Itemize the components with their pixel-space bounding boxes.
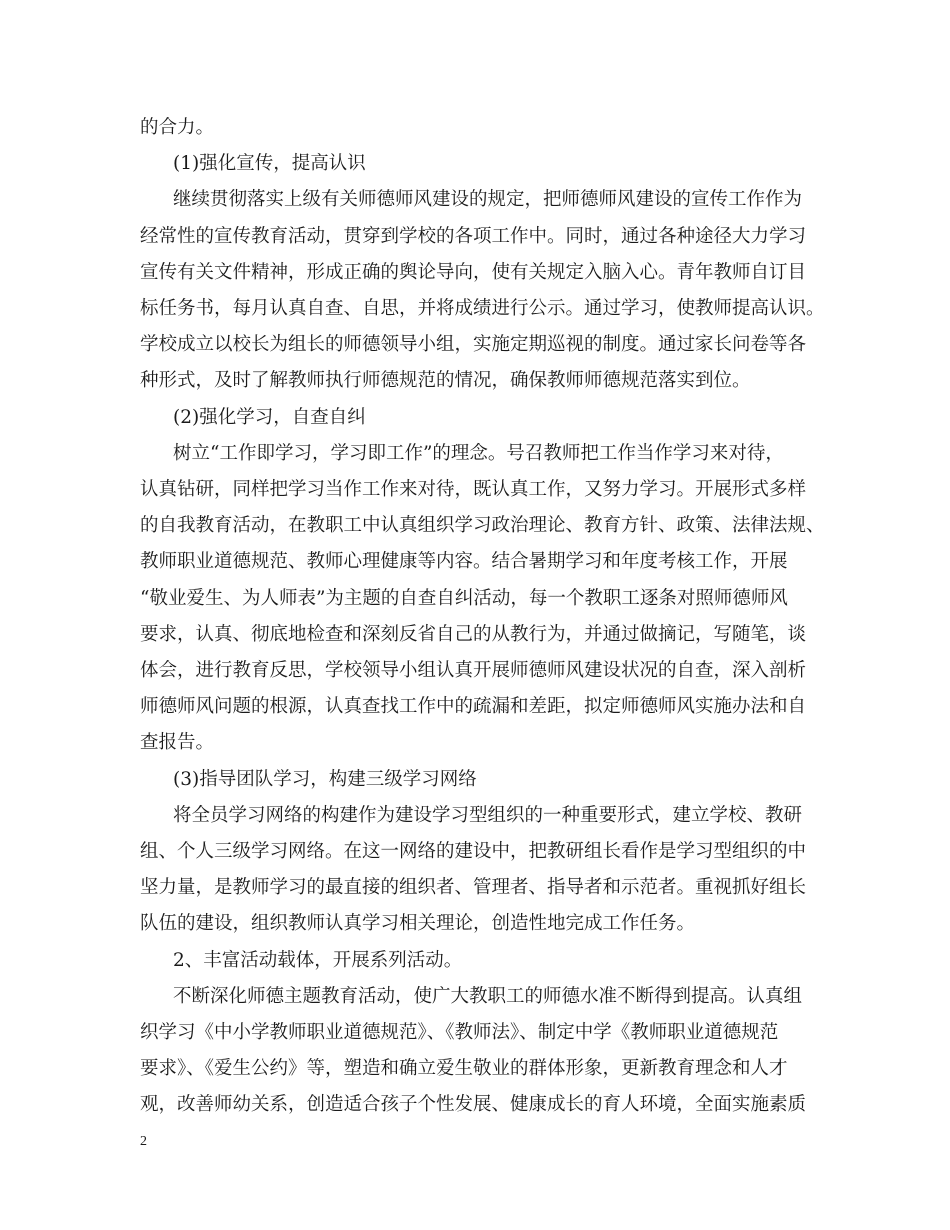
- text-line: 队伍的建设，组织教师认真学习相关理论，创造性地完成工作任务。: [140, 913, 696, 935]
- text-line: 观，改善师幼关系，创造适合孩子个性发展、健康成长的育人环境，全面实施素质: [140, 1094, 807, 1116]
- text-line: 继续贯彻落实上级有关师德师风建设的规定，把师德师风建设的宣传工作作为: [173, 189, 803, 211]
- text-line: 将全员学习网络的构建作为建设学习型组织的一种重要形式，建立学校、教研: [173, 804, 803, 826]
- text-line: 学校成立以校长为组长的师德领导小组，实施定期巡视的制度。通过家长问卷等各: [140, 334, 807, 356]
- page-number: 2: [140, 1134, 147, 1149]
- text-line: 宣传有关文件精神，形成正确的舆论导向，使有关规定入脑入心。青年教师自订目: [140, 261, 807, 283]
- text-line: 的自我教育活动，在教职工中认真组织学习政治理论、教育方针、政策、法律法规、: [140, 515, 825, 537]
- text-line: 标任务书，每月认真自查、自思，并将成绩进行公示。通过学习，使教师提高认识。: [140, 298, 825, 319]
- text-line: (2)强化学习，自查自纠: [173, 406, 366, 428]
- text-line: 种形式，及时了解教师执行师德规范的情况，确保教师师德规范落实到位。: [140, 370, 751, 392]
- text-line: 要求》、《爱生公约》等，塑造和确立爱生敬业的群体形象，更新教育理念和人才: [140, 1058, 788, 1080]
- text-line: 坚力量，是教师学习的最直接的组织者、管理者、指导者和示范者。重视抓好组长: [140, 877, 807, 899]
- text-line: 不断深化师德主题教育活动，使广大教职工的师德水准不断得到提高。认真组: [173, 985, 803, 1007]
- text-line: (3)指导团队学习，构建三级学习网络: [173, 768, 477, 790]
- text-line: (1)强化宣传，提高认识: [173, 153, 366, 175]
- text-line: 要求，认真、彻底地检查和深刻反省自己的从教行为，并通过做摘记，写随笔，谈: [140, 623, 807, 645]
- text-line: 织学习《中小学教师职业道德规范》、《教师法》、制定中学《教师职业道德规范: [140, 1022, 779, 1043]
- text-line: “敬业爱生、为人师表”为主题的自查自纠活动，每一个教职工逐条对照师德师风: [140, 587, 788, 609]
- text-line: 师德师风问题的根源，认真查找工作中的疏漏和差距，拟定师德师风实施办法和自: [140, 696, 807, 718]
- text-line: 组、个人三级学习网络。在这一网络的建设中，把教研组长看作是学习型组织的中: [140, 841, 807, 862]
- text-line: 的合力。: [140, 117, 215, 138]
- text-line: 查报告。: [140, 732, 215, 754]
- text-line: 教师职业道德规范、教师心理健康等内容。结合暑期学习和年度考核工作，开展: [140, 551, 788, 573]
- text-line: 2、丰富活动载体，开展系列活动。: [173, 949, 463, 971]
- text-line: 树立“工作即学习，学习即工作”的理念。号召教师把工作当作学习来对待，: [173, 442, 784, 464]
- text-line: 体会，进行教育反思，学校领导小组认真开展师德师风建设状况的自查，深入剖析: [140, 660, 807, 681]
- text-line: 认真钻研，同样把学习当作工作来对待，既认真工作，又努力学习。开展形式多样: [140, 479, 807, 500]
- text-line: 经常性的宣传教育活动，贯穿到学校的各项工作中。同时，通过各种途径大力学习: [140, 225, 807, 247]
